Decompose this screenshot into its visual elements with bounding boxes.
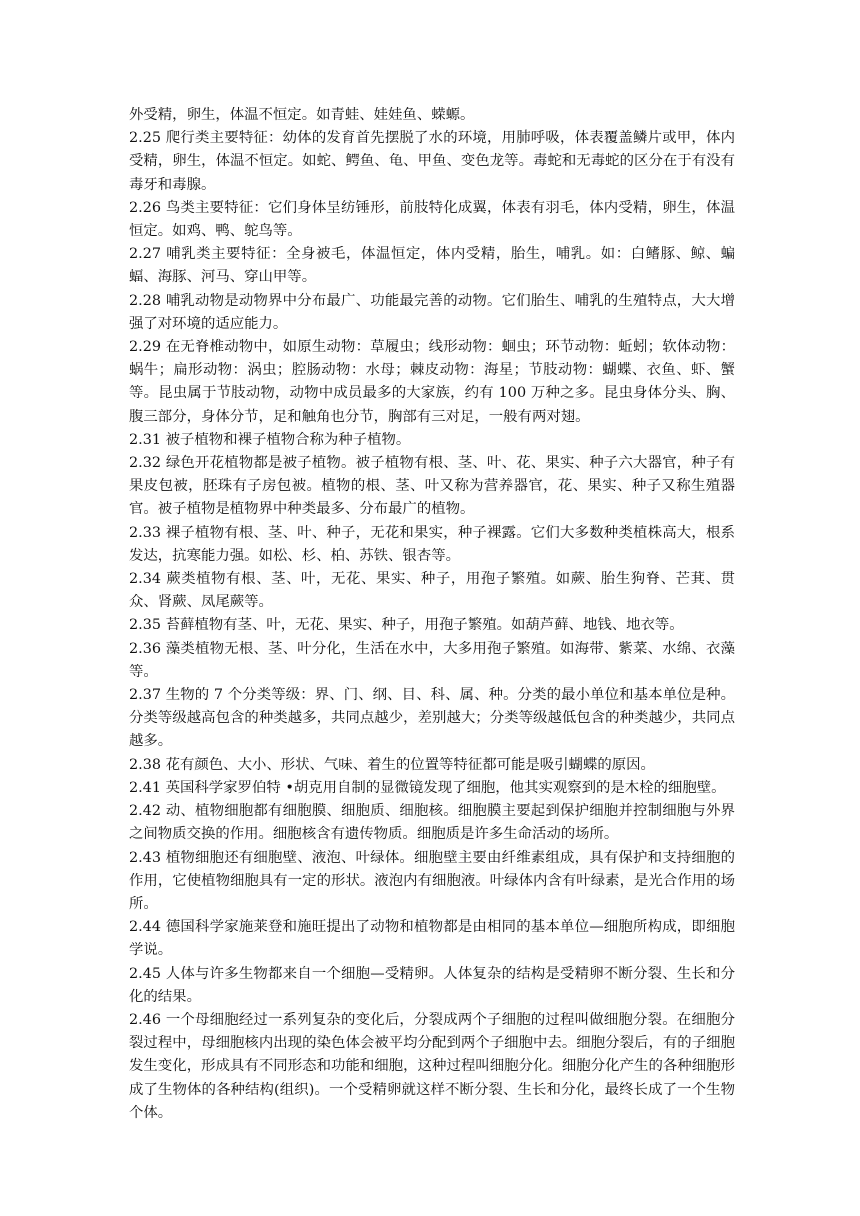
paragraph-continuation: 外受精，卵生，体温不恒定。如青蛙、娃娃鱼、蝾螈。 — [129, 107, 475, 123]
document-body — [129, 104, 735, 1125]
paragraph-2-27: 2.27 哺乳类主要特征：全身被毛，体温恒定，体内受精，胎生，哺乳。如：白鳍豚、鲸、蝙蝠、海豚、河马、穿山甲等。 — [129, 246, 735, 286]
paragraph-2-26: 2.26 鸟类主要特征：它们身体呈纺锤形，前肢特化成翼，体表有羽毛，体内受精，卵生，体温恒定。如鸡、鸭、鸵鸟等。 — [129, 199, 735, 240]
paragraph-2-28: 2.28 哺乳动物是动物界中分布最广、功能最完善的动物。它们胎生、哺乳的生殖特点，大大增强了对环境的适应能力。 — [129, 292, 735, 332]
paragraph-2-45: 2.45 人体与许多生物都来自一个细胞—受精卵。人体复杂的结构是受精卵不断分裂、生长和分化的结果。 — [129, 965, 735, 1005]
paragraph-2-37: 2.37 生物的 7 个分类等级：界、门、纲、目、科、属、种。分类的最小单位和基本单位是种。分类等级越高包含的种类越多，共同点越少，差别越大；分类等级越低包含的种类越少，共同点越多。 — [129, 687, 735, 750]
paragraph-2-31: 2.31 被子植物和裸子植物合称为种子植物。 — [129, 431, 411, 448]
paragraph-2-33: 2.33 裸子植物有根、茎、叶、种子，无花和果实，种子裸露。它们大多数种类植株高大，根系发达，抗寒能力强。如松、杉、柏、苏铁、银杏等。 — [129, 524, 735, 564]
paragraph-2-41: 2.41 英国科学家罗伯特 •胡克用自制的显微镜发现了细胞，他其实观察到的是木栓的细胞壁。 — [129, 779, 726, 796]
paragraph-2-46: 2.46 一个母细胞经过一系列复杂的变化后，分裂成两个子细胞的过程叫做细胞分裂。在细胞分裂过程中，母细胞核内出现的染色体会被平均分配到两个子细胞中去。细胞分裂后，有的子细胞发生变化，形成具有不同形态和功能和细胞，这种过程叫细胞分化。细胞分化产生的各种细胞形成了生物体的各种结构(组织)。一个受精卵就这样不断分裂、生长和分化，最终长成了一个生物个体。 — [129, 1011, 735, 1121]
paragraph-2-42: 2.42 动、植物细胞都有细胞膜、细胞质、细胞核。细胞膜主要起到保护细胞并控制细胞与外界之间物质交换的作用。细胞核含有遗传物质。细胞质是许多生命活动的场所。 — [129, 803, 735, 843]
paragraph-2-43: 2.43 植物细胞还有细胞壁、液泡、叶绿体。细胞壁主要由纤维素组成，具有保护和支持细胞的作用，它使植物细胞具有一定的形状。液泡内有细胞液。叶绿体内含有叶绿素，是光合作用的场所。 — [129, 849, 735, 912]
paragraph-2-25: 2.25 爬行类主要特征：幼体的发育首先摆脱了水的环境，用肺呼吸，体表覆盖鳞片或甲，体内受精，卵生，体温不恒定。如蛇、鳄鱼、龟、甲鱼、变色龙等。毒蛇和无毒蛇的区分在于有没有毒牙和毒腺。 — [129, 130, 735, 193]
paragraph-2-32: 2.32 绿色开花植物都是被子植物。被子植物有根、茎、叶、花、果实、种子六大器官，种子有果皮包被，胚珠有子房包被。植物的根、茎、叶又称为营养器官，花、果实、种子又称生殖器官。被子植物是植物界中种类最多、分布最广的植物。 — [129, 455, 735, 518]
paragraph-2-35: 2.35 苔藓植物有茎、叶，无花、果实、种子，用孢子繁殖。如葫芦藓、地钱、地衣等。 — [129, 617, 684, 634]
paragraph-2-36: 2.36 藻类植物无根、茎、叶分化，生活在水中，大多用孢子繁殖。如海带、紫菜、水绵、衣藻等。 — [129, 640, 735, 680]
paragraph-2-29: 2.29 在无脊椎动物中，如原生动物：草履虫；线形动物：蛔虫；环节动物：蚯蚓；软体动物：蜗牛；扁形动物：涡虫；腔肠动物：水母；棘皮动物：海星；节肢动物：蝴蝶、衣鱼、虾、蟹等。昆虫属于节肢动物，动物中成员最多的大家族，约有 100 万种之多。昆虫身体分头、胸、腹三部分，身体分节，足和触角也分节，胸部有三对足，一般有两对翅。 — [129, 339, 735, 425]
paragraph-2-44: 2.44 德国科学家施莱登和施旺提出了动物和植物都是由相同的基本单位—细胞所构成，即细胞学说。 — [129, 919, 735, 959]
paragraph-2-38: 2.38 花有颜色、大小、形状、气味、着生的位置等特征都可能是吸引蝴蝶的原因。 — [129, 756, 655, 773]
paragraph-2-34: 2.34 蕨类植物有根、茎、叶，无花、果实、种子，用孢子繁殖。如蕨、胎生狗脊、芒萁、贯众、肾蕨、凤尾蕨等。 — [129, 571, 735, 611]
